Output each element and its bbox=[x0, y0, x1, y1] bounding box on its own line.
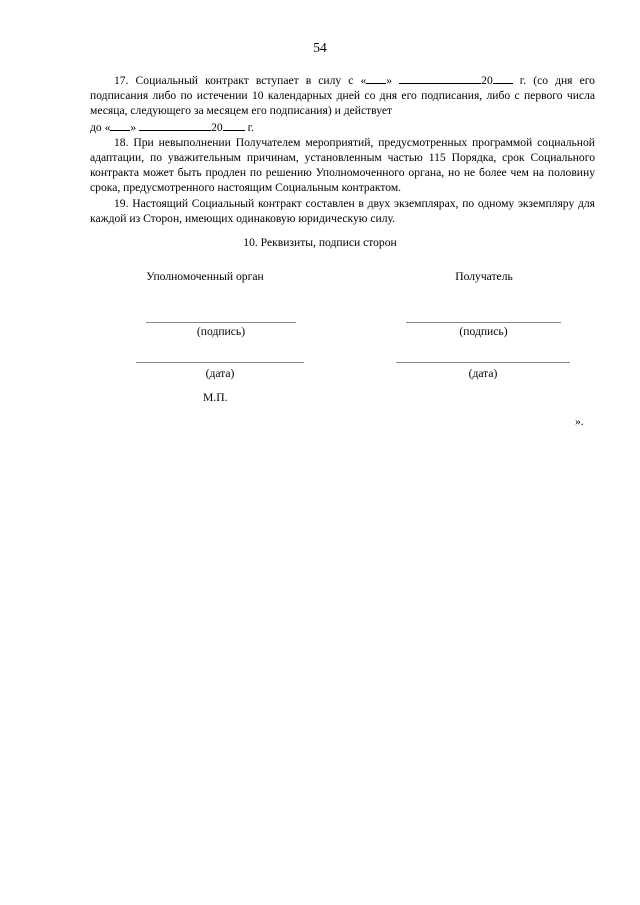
authorized-body-signature-line[interactable] bbox=[146, 322, 296, 323]
clause-17-end-text-d: г. bbox=[244, 120, 254, 134]
clause-17-end-year-prefix: 20 bbox=[211, 120, 223, 134]
day-blank-end[interactable] bbox=[110, 119, 130, 131]
authorized-body-date-line[interactable] bbox=[136, 362, 304, 363]
recipient-signature-line[interactable] bbox=[406, 322, 561, 323]
day-blank-start[interactable] bbox=[366, 72, 386, 84]
year-blank-end[interactable] bbox=[223, 119, 245, 131]
contract-clauses bbox=[90, 72, 595, 226]
clause-17-year-prefix: 20 bbox=[481, 74, 493, 87]
clause-17 bbox=[90, 72, 595, 119]
month-blank-start[interactable] bbox=[399, 72, 481, 84]
clause-17-end-date bbox=[90, 119, 595, 135]
recipient-date-caption: (дата) bbox=[468, 367, 498, 380]
year-blank-start[interactable] bbox=[493, 72, 513, 84]
authorized-body-signature-caption: (подпись) bbox=[196, 325, 246, 338]
closing-quote-mark: ». bbox=[575, 415, 584, 428]
recipient-date-line[interactable] bbox=[396, 362, 570, 363]
month-blank-end[interactable] bbox=[139, 119, 211, 131]
clause-17-text-d: г. (со дня его подписания либо по истечении 10 календарных дней со дня его подписания, либо с первого числа месяца, следующего за месяцем его подписания) и действует bbox=[90, 74, 595, 118]
recipient-label: Получатель bbox=[455, 270, 513, 283]
clause-18: 18. При невыполнении Получателем мероприятий, предусмотренных программой социальной адаптации, по уважительным причинам, установленным частью 115 Порядка, срок Социального контракта может быть продлен по решению Уполномоченного органа, но не более чем на половину срока, предусмотренного настоящим Социальным контрактом. bbox=[90, 135, 595, 195]
clause-17-text-b: » bbox=[386, 74, 400, 87]
clause-17-end-text-a: до « bbox=[90, 120, 111, 134]
clause-17-end-text-b: » bbox=[130, 120, 140, 134]
recipient-signature-caption: (подпись) bbox=[459, 325, 508, 338]
section-title: 10. Реквизиты, подписи сторон bbox=[243, 236, 397, 249]
authorized-body-date-caption: (дата) bbox=[205, 367, 235, 380]
clause-17-text-a: 17. Социальный контракт вступает в силу с « bbox=[114, 74, 367, 87]
authorized-body-label: Уполномоченный орган bbox=[146, 270, 264, 283]
clause-19: 19. Настоящий Социальный контракт составлен в двух экземплярах, по одному экземпляру для каждой из Сторон, имеющих одинаковую юридическую силу. bbox=[90, 196, 595, 225]
page-number: 54 bbox=[313, 40, 327, 55]
stamp-placeholder: М.П. bbox=[203, 391, 228, 404]
